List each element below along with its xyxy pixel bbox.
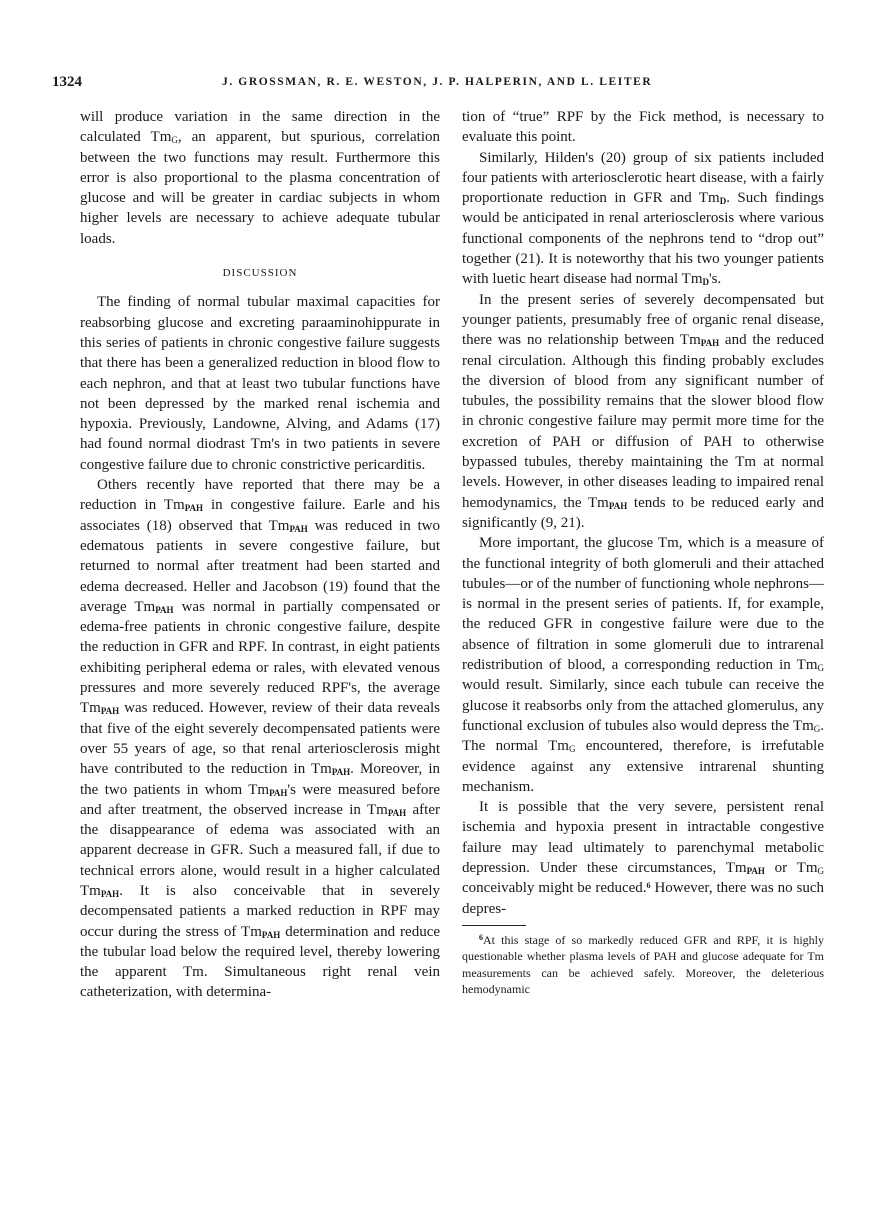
discussion-paragraph-4: In the present series of severely decompensated but younger patients, presumably free of organic renal disease, there was no relationship between $Tm_{PAH}$ and the reduced renal circulation. Although this finding probably excludes the diversion of blood from any significant number of tubules, the possibility remains that the slower blood flow in chronic congestive failure may permit more time for the excretion of PAH or diffusion of PAH to otherwise bypassed tubules, thereby maintaining the Tm at normal levels. However, in other diseases leading to impaired renal hemodynamics, the $Tm_{PAH}$ tends to be reduced early and significantly (9, 21). — [462, 291, 825, 531]
section-heading-discussion: DISCUSSION — [222, 267, 298, 280]
discussion-paragraph-2: Others recently have reported that there may be a reduction in $Tm_{PAH}$ in congestive failure. Earle and his associates (18) observed that $Tm_{PAH}$ was reduced in two edematous patients in severe congestive failure, but returned to normal after treatment had been started and edema decreased. Heller and Jacobson (19) found that the average $Tm_{PAH}$ was normal in partially compensated or edema-free patients in chronic congestive failure, despite the reduction in GFR and RPF. In contrast, in eight patients exhibiting peripheral edema or rales, with elevated venous pressures and more severely reduced RPF's, the average $Tm_{PAH}$ was reduced. However, review of their data reveals that five of the eight severely decompensated patients were over 55 years of age, so that renal arteriosclerosis might have contributed to the reduction in $Tm_{PAH}$. Moreover, in the two patients in whom $Tm_{PAH}'s$ were measured before and after treatment, the observed increase in $Tm_{PAH}$ after the disappearance of edema was associated with an apparent decrease in GFR. Such a measured fall, if due to technical errors alone, would result in a higher calculated $Tm_{PAH}$. It is also conceivable that in severely decompensated patients a marked reduction in RPF may occur during the stress of $Tm_{PAH}$ determination and reduce the tubular load below the required level, thereby lowering the apparent Tm. Simultaneous right renal vein catheterization, with determina- — [80, 477, 441, 1001]
discussion-paragraph-6: It is possible that the very severe, persistent renal ischemia and hypoxia present in intractable congestive failure may lead ultimately to parenchymal metabolic depression. Under these circumstances, $Tm_{PAH}$ or $Tm_G$ conceivably might be reduced.$^6$ However, there was no such depres- — [462, 799, 824, 917]
right-column — [462, 107, 824, 998]
footnote-text: At this stage of so markedly reduced GFR and RPF, it is highly questionable whether plasma levels of PAH and glucose adequate for Tm measurements can be achieved safely. Moreover, the deleterious hemodynamic — [462, 932, 824, 997]
continuation-paragraph: tion of “true” RPF by the Fick method, is necessary to evaluate this point. — [462, 109, 824, 146]
continuation-paragraph: will produce variation in the same direction in the calculated $Tm_G$, an apparent, but spurious, correlation between the two functions may result. Furthermore this error is also proportional to the plasma concentration of glucose and will be greater in cardiac subjects in whom higher levels are necessary to achieve adequate tubular loads. — [80, 109, 440, 247]
running-head-authors: J. GROSSMAN, R. E. WESTON, J. P. HALPERIN, AND L. LEITER — [222, 76, 653, 88]
footnote-divider — [462, 925, 526, 926]
discussion-paragraph-1: The finding of normal tubular maximal capacities for reabsorbing glucose and excreting paraaminohippurate in this series of patients in chronic congestive failure suggests that there has been a generalized reduction in blood flow to each nephron, and that at least two tubular functions have not been depressed by the marked renal ischemia and hypoxia. Previously, Landowne, Alving, and Adams (17) had found normal diodrast Tm's in two patients in severe congestive failure due to chronic constrictive pericarditis. — [80, 294, 440, 473]
footnote-6: $^6$At this stage of so markedly reduced GFR and RPF, it is highly questionable whether plasma levels of PAH and glucose adequate for Tm measurements can be achieved safely. Moreover, the deleterious hemodynamic — [462, 932, 824, 997]
left-column — [80, 107, 440, 1003]
footnote-marker: 6 — [646, 881, 651, 891]
page-header — [52, 74, 842, 94]
discussion-paragraph-3: Similarly, Hilden's (20) group of six patients included four patients with arteriosclerotic heart disease, with a fairly proportionate reduction in GFR and $Tm_D$. Such findings would be anticipated in renal arteriosclerosis where various functional components of the nephrons tend to “drop out” together (21). It is noteworthy that his two younger patients with luetic heart disease had normal $Tm_D's$. — [462, 149, 824, 288]
page-number: 1324 — [52, 74, 82, 90]
discussion-paragraph-5: More important, the glucose Tm, which is a measure of the functional integrity of both glomeruli and their attached tubules—or of the number of functioning whole nephrons—is normal in the present series of patients. If, for example, the reduced GFR in congestive failure were due to the absence of filtration in some glomeruli due to intrarenal redistribution of blood, a corresponding reduction in $Tm_G$ would result. Similarly, since each tubule can receive the glucose it reabsorbs only from the attached glomerulus, any functional exclusion of tubules also would depress the $Tm_G$. The normal $Tm_G$ encountered, therefore, is irrefutable evidence against any extensive intrarenal shunting mechanism. — [462, 535, 825, 795]
